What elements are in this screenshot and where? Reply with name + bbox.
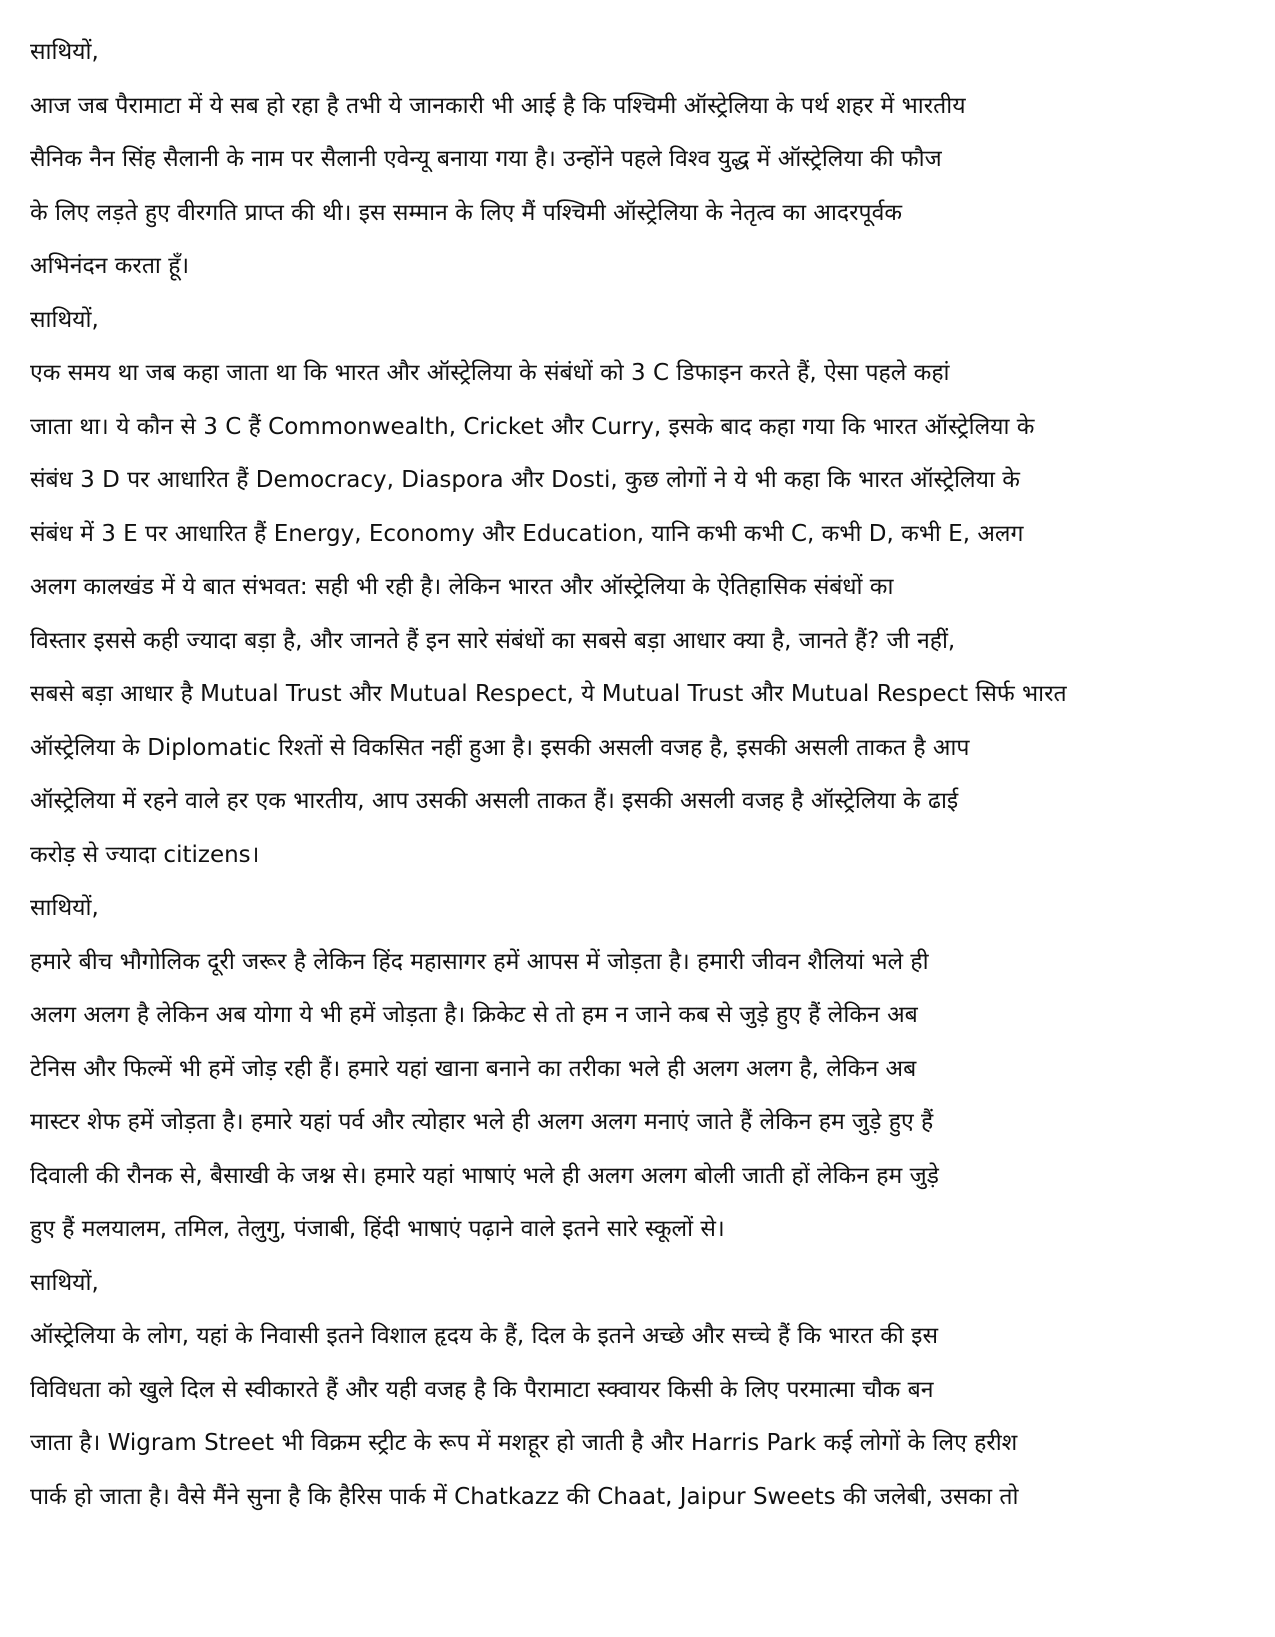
document-page: [30, 26, 1242, 1524]
text-line: हुए हैं मलयालम, तमिल, तेलुगु, पंजाबी, हिंदी भाषाएं पढ़ाने वाले इतने सारे स्कूलों से।: [30, 1216, 725, 1242]
text-line: संबंध 3 D पर आधारित हैं Democracy, Diaspora और Dosti, कुछ लोगों ने ये भी कहा कि भारत ऑस्ट्रेलिया के: [30, 467, 1020, 493]
text-line: ऑस्ट्रेलिया के Diplomatic रिश्तों से विकसित नहीं हुआ है। इसकी असली वजह है, इसकी असली ताकत है आप: [30, 734, 970, 761]
text-line: टेनिस और फिल्में भी हमें जोड़ रही हैं। हमारे यहां खाना बनाने का तरीका भले ही अलग अलग है, लेकिन अब: [30, 1055, 917, 1082]
text-line: दिवाली की रौनक से, बैसाखी के जश्न से। हमारे यहां भाषाएं भले ही अलग अलग बोली जाती हों लेकिन हम जुड़े: [30, 1162, 939, 1189]
text-line: विविधता को खुले दिल से स्वीकारते हैं और यही वजह है कि पैरामाटा स्क्वायर किसी के लिए परमात्मा चौक बन: [30, 1376, 934, 1403]
text-line: हमारे बीच भौगोलिक दूरी जरूर है लेकिन हिंद महासागर हमें आपस में जोड़ता है। हमारी जीवन शैलियां भले ही: [30, 948, 929, 975]
text-line: जाता था। ये कौन से 3 C हैं Commonwealth, Cricket और Curry, इसके बाद कहा गया कि भारत ऑस्ट्रेलिया के: [30, 413, 1035, 440]
salutation: साथियों,: [30, 895, 99, 921]
text-line: जाता है। Wigram Street भी विक्रम स्ट्रीट के रूप में मशहूर हो जाती है और Harris Park कई लोगों के लिए हरीश: [30, 1430, 1018, 1456]
text-line: अलग अलग है लेकिन अब योगा ये भी हमें जोड़ता है। क्रिकेट से तो हम न जाने कब से जुड़े हुए हैं लेकिन अब: [30, 1002, 918, 1028]
text-line: सबसे बड़ा आधार है Mutual Trust और Mutual Respect, ये Mutual Trust और Mutual Respect सिर्फ भारत: [30, 681, 1067, 707]
text-line: ऑस्ट्रेलिया के लोग, यहां के निवासी इतने विशाल हृदय के हैं, दिल के इतने अच्छे और सच्चे हैं कि भारत की इस: [30, 1323, 939, 1349]
salutation: साथियों,: [30, 39, 99, 65]
text-line: एक समय था जब कहा जाता था कि भारत और ऑस्ट्रेलिया के संबंधों को 3 C डिफाइन करते हैं, ऐसा पहले कहां: [30, 360, 950, 386]
text-line: पार्क हो जाता है। वैसे मैंने सुना है कि हैरिस पार्क में Chatkazz की Chaat, Jaipur Sweets की जलेबी, उसका तो: [30, 1483, 1019, 1510]
text-line: के लिए लड़ते हुए वीरगति प्राप्त की थी। इस सम्मान के लिए मैं पश्चिमी ऑस्ट्रेलिया के नेतृत्व का आदरपूर्वक: [30, 199, 903, 226]
text-line: अलग कालखंड में ये बात संभवत: सही भी रही है। लेकिन भारत और ऑस्ट्रेलिया के ऐतिहासिक संबंधों का: [30, 574, 894, 600]
text-line: अभिनंदन करता हूँ।: [30, 253, 190, 279]
text-line: सैनिक नैन सिंह सैलानी के नाम पर सैलानी एवेन्यू बनाया गया है। उन्होंने पहले विश्व युद्ध में ऑस्ट्रेलिया की फौज: [30, 146, 942, 172]
text-line: मास्टर शेफ हमें जोड़ता है। हमारे यहां पर्व और त्योहार भले ही अलग अलग मनाएं जाते हैं लेकिन हम जुड़े हुए हैं: [30, 1109, 934, 1135]
text-line: विस्तार इससे कही ज्यादा बड़ा है, और जानते हैं इन सारे संबंधों का सबसे बड़ा आधार क्या है, जानते हैं? जी नहीं,: [30, 627, 956, 654]
text-line: ऑस्ट्रेलिया में रहने वाले हर एक भारतीय, आप उसकी असली ताकत हैं। इसकी असली वजह है ऑस्ट्रेलिया के ढाई: [30, 788, 959, 814]
text-line: आज जब पैरामाटा में ये सब हो रहा है तभी ये जानकारी भी आई है कि पश्चिमी ऑस्ट्रेलिया के पर्थ शहर में भारतीय: [30, 92, 966, 119]
salutation: साथियों,: [30, 306, 99, 333]
salutation: साथियों,: [30, 1269, 99, 1296]
text-line: संबंध में 3 E पर आधारित हैं Energy, Economy और Education, यानि कभी कभी C, कभी D, कभी E, अलग: [30, 520, 1024, 547]
text-line: करोड़ से ज्यादा citizens।: [30, 841, 260, 868]
